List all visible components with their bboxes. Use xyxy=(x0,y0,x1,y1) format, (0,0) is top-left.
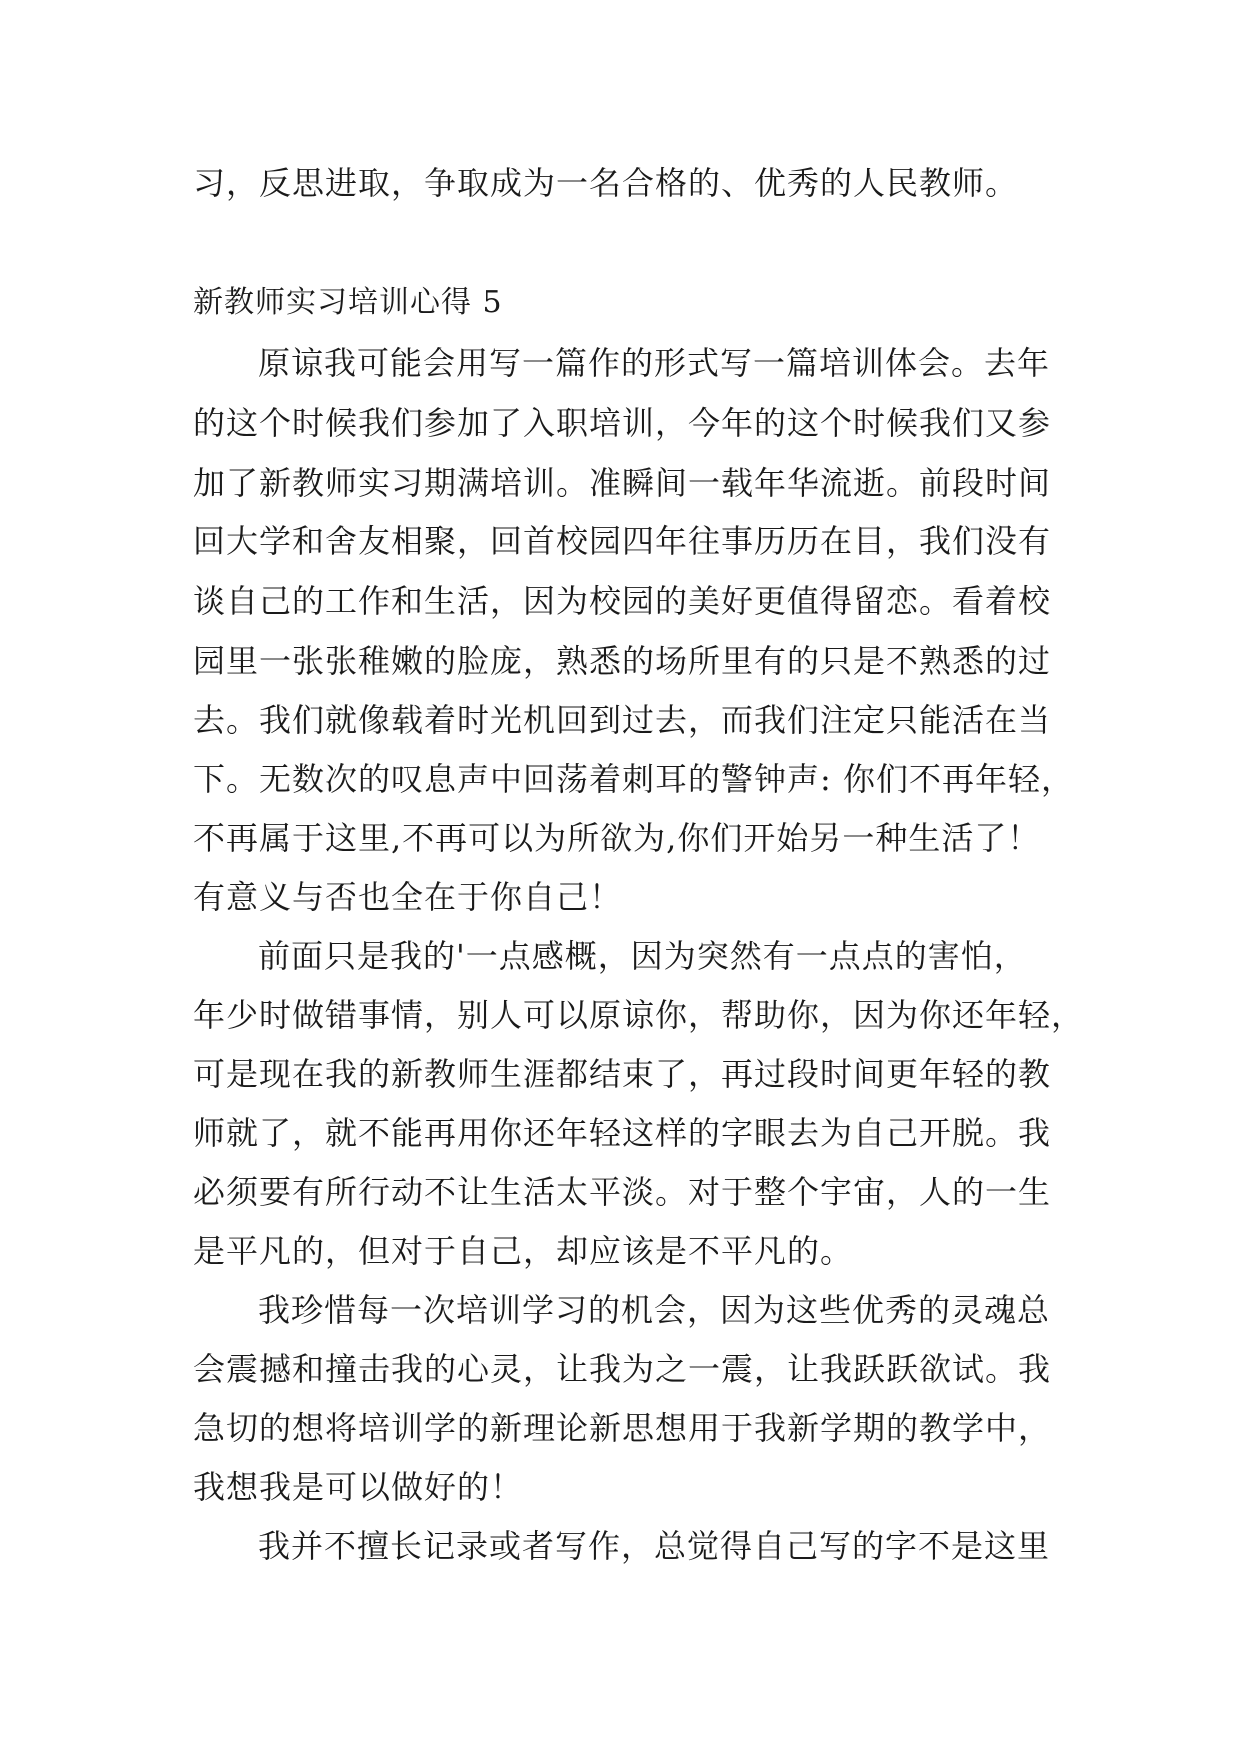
text-line: 前面只是我的'一点感概，因为突然有一点点的害怕， xyxy=(258,937,1027,975)
text-line: 可是现在我的新教师生涯都结束了，再过段时间更年轻的教 xyxy=(193,1055,1052,1093)
text-line: 去。我们就像载着时光机回到过去，而我们注定只能活在当 xyxy=(193,701,1052,739)
text-line: 加了新教师实习期满培训。准瞬间一载年华流逝。前段时间 xyxy=(193,464,1052,502)
text-line: 的这个时候我们参加了入职培训，今年的这个时候我们又参 xyxy=(193,404,1052,442)
text-line: 回大学和舍友相聚，回首校园四年往事历历在目，我们没有 xyxy=(193,522,1052,560)
text-line: 谈自己的工作和生活，因为校园的美好更值得留恋。看着校 xyxy=(193,582,1052,620)
text-line: 下。无数次的叹息声中回荡着刺耳的警钟声: 你们不再年轻， xyxy=(193,760,1074,798)
text-line: 不再属于这里,不再可以为所欲为,你们开始另一种生活了！ xyxy=(193,819,1041,857)
text-line: 我想我是可以做好的！ xyxy=(193,1468,524,1506)
text-line: 会震撼和撞击我的心灵，让我为之一震，让我跃跃欲试。我 xyxy=(193,1350,1052,1388)
text-line: 我并不擅长记录或者写作，总觉得自己写的字不是这里 xyxy=(258,1527,1051,1565)
text-line: 师就了，就不能再用你还年轻这样的字眼去为自己开脱。我 xyxy=(193,1114,1052,1152)
text-line: 年少时做错事情，别人可以原谅你，帮助你，因为你还年轻， xyxy=(193,996,1085,1034)
section-heading: 新教师实习培训心得 5 xyxy=(193,285,503,320)
text-line: 习，反思进取，争取成为一名合格的、优秀的人民教师。 xyxy=(193,164,1019,202)
text-line: 是平凡的，但对于自己，却应该是不平凡的。 xyxy=(193,1232,854,1270)
text-line: 必须要有所行动不让生活太平淡。对于整个宇宙，人的一生 xyxy=(193,1173,1052,1211)
text-line: 有意义与否也全在于你自己！ xyxy=(193,878,623,916)
text-line: 急切的想将培训学的新理论新思想用于我新学期的教学中， xyxy=(193,1409,1052,1447)
text-line: 园里一张张稚嫩的脸庞，熟悉的场所里有的只是不熟悉的过 xyxy=(193,642,1052,680)
text-line: 我珍惜每一次培训学习的机会，因为这些优秀的灵魂总 xyxy=(258,1291,1051,1329)
text-line: 原谅我可能会用写一篇作的形式写一篇培训体会。去年 xyxy=(258,344,1051,382)
